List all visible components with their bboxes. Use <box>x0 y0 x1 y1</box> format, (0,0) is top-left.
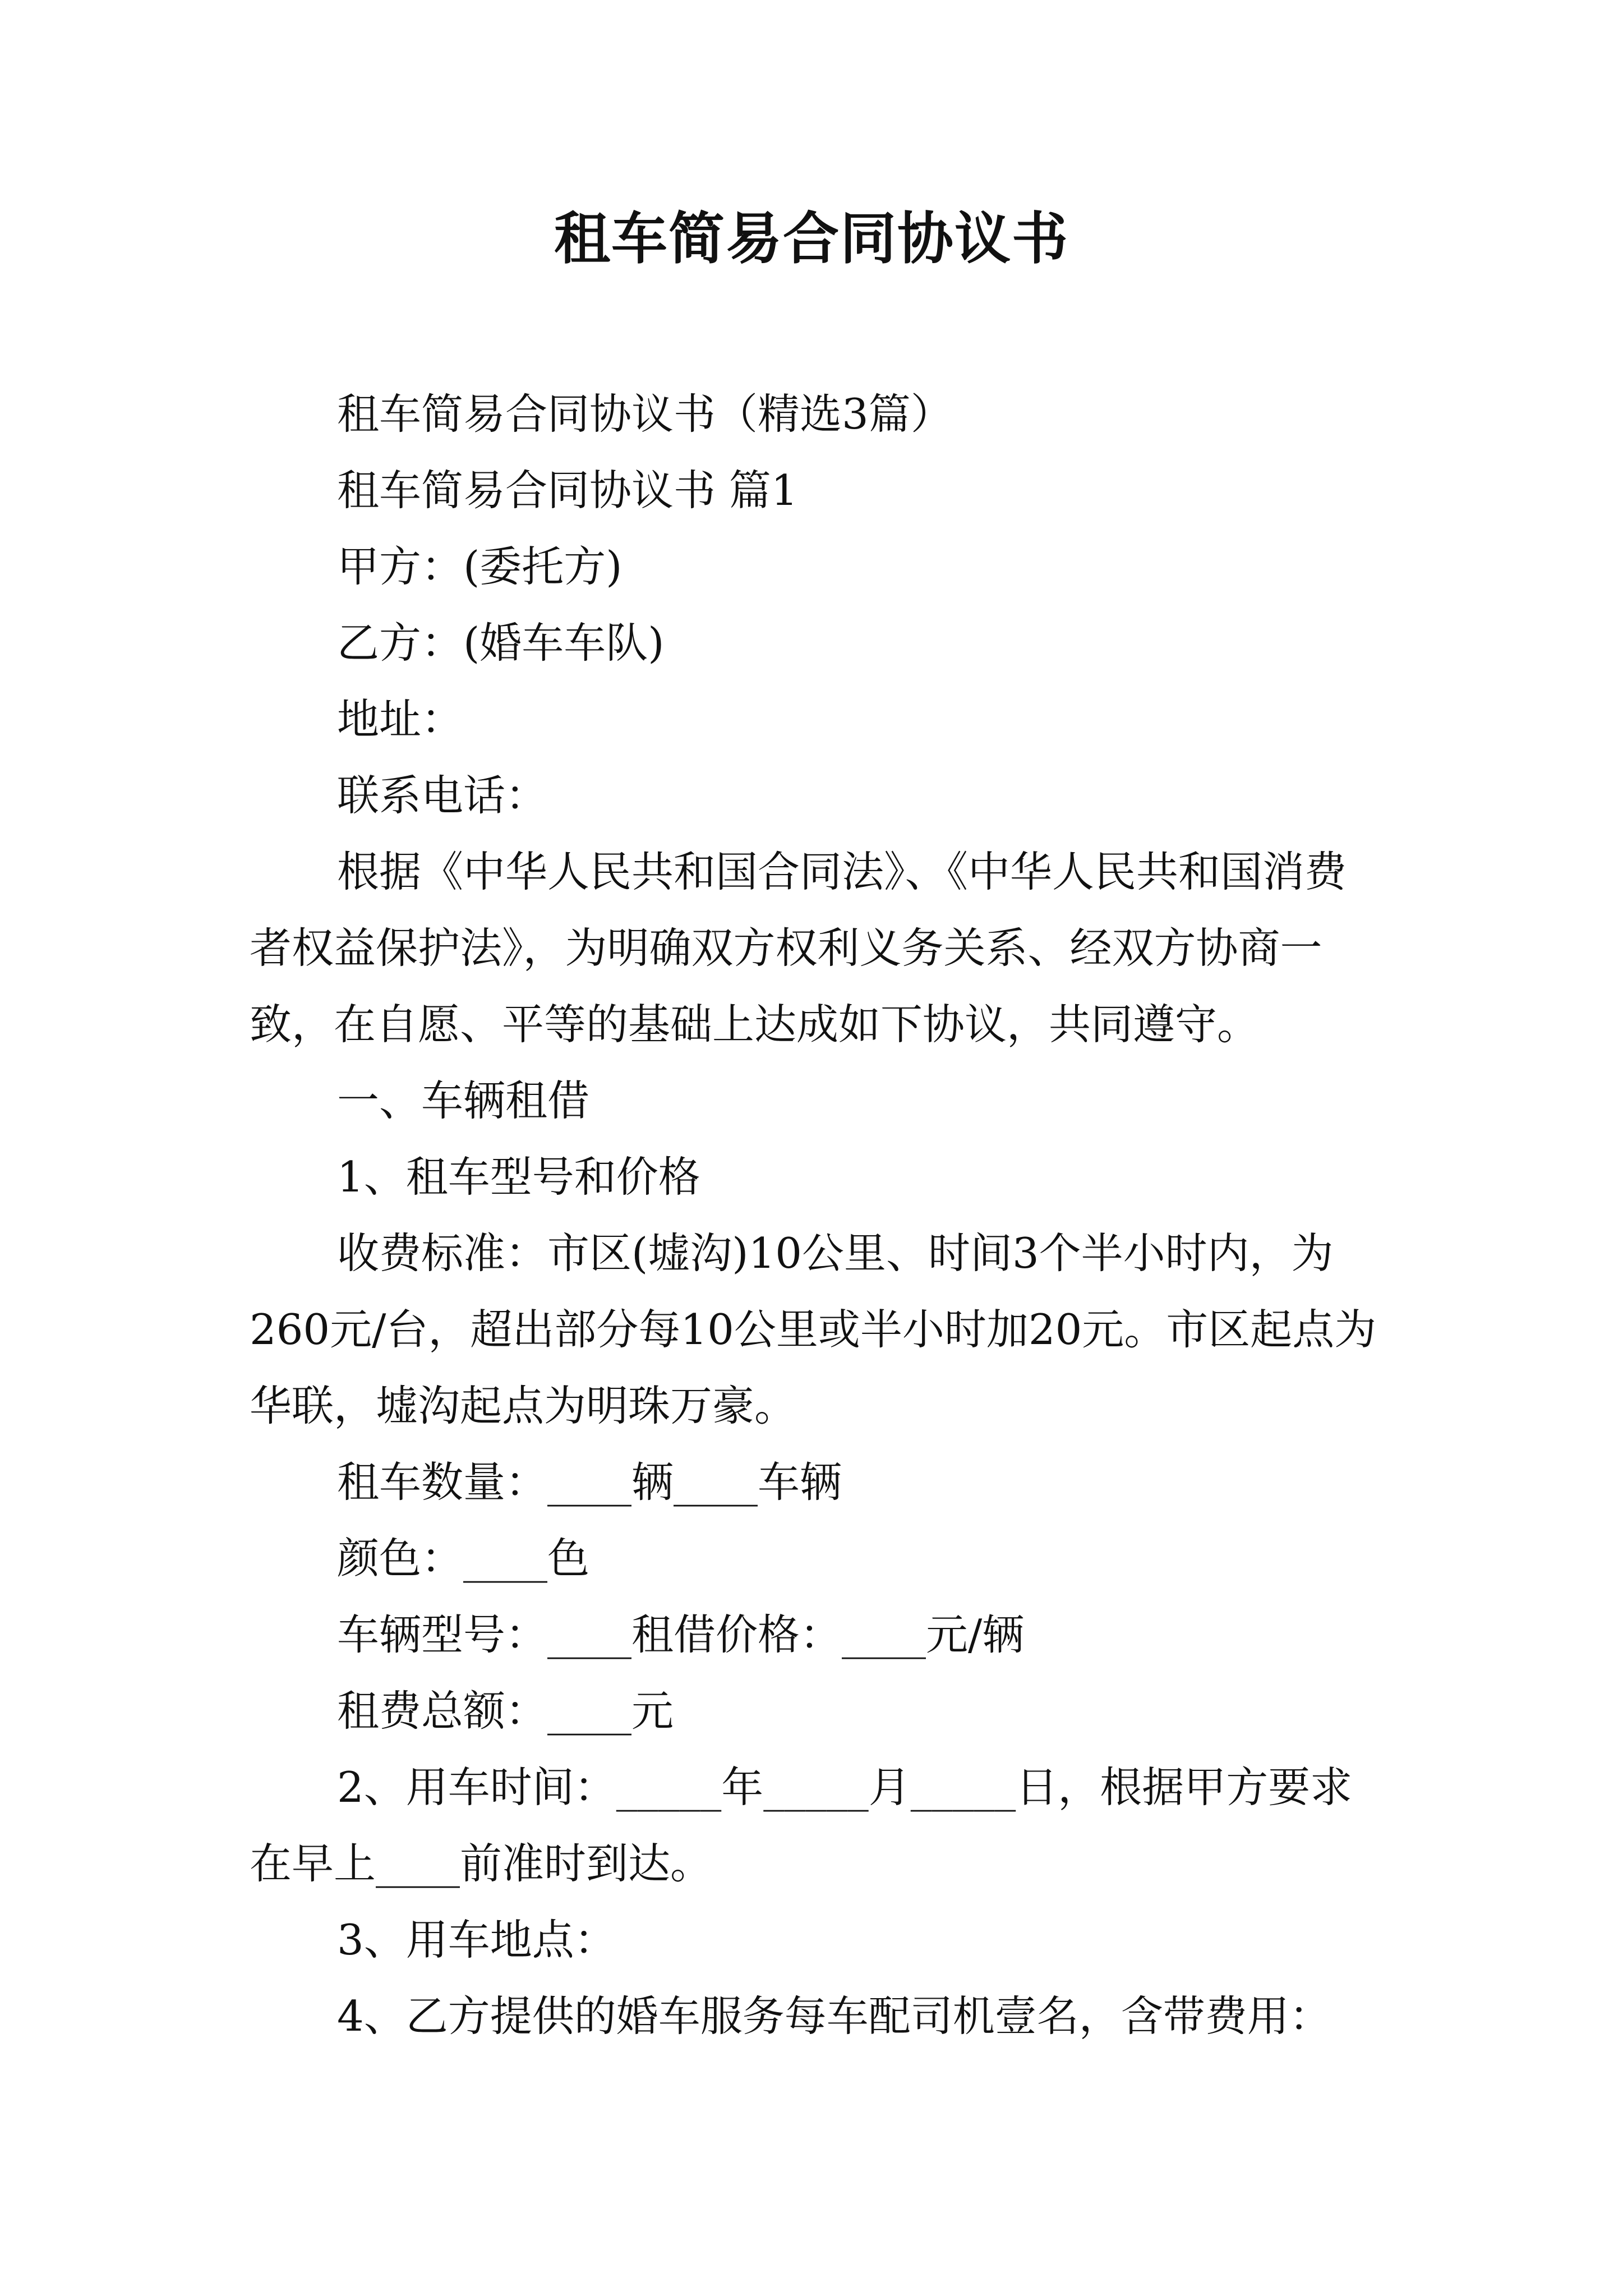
fee-standard-paragraph: 收费标准：市区(墟沟)10公里、时间3个半小时内，为260元/台，超出部分每10公里或半小时加20元。市区起点为华联，墟沟起点为明珠万豪。 <box>250 1228 1377 1430</box>
section-vehicle-rental: 一、车辆租借 <box>337 1076 590 1125</box>
color-line: 颜色：____色 <box>337 1534 590 1583</box>
usage-location-line: 3、用车地点： <box>337 1915 616 1964</box>
party-b-line: 乙方：(婚车车队) <box>337 618 665 668</box>
driver-service-line: 4、乙方提供的婚车服务每车配司机壹名，含带费用： <box>337 1991 1331 2041</box>
document-title: 租车简易合同协议书 <box>554 205 1069 272</box>
party-a-line: 甲方：(委托方) <box>337 542 623 591</box>
preamble-paragraph: 根据《中华人民共和国合同法》、《中华人民共和国消费者权益保护法》，为明确双方权利义务关系、经双方协商一致，在自愿、平等的基础上达成如下协议，共同遵守。 <box>250 847 1347 1049</box>
heading-part-1: 租车简易合同协议书 篇1 <box>337 466 798 515</box>
usage-time-paragraph: 2、用车时间：_____年_____月_____日，根据甲方要求在早上____前准时到达。 <box>250 1763 1353 1888</box>
address-line: 地址： <box>337 694 464 744</box>
document-body <box>250 376 1388 2054</box>
item-model-and-price: 1、租车型号和价格 <box>337 1152 700 1202</box>
model-price-line: 车辆型号：____租借价格：____元/辆 <box>337 1610 1025 1659</box>
rental-quantity-line: 租车数量：____辆____车辆 <box>337 1457 842 1507</box>
phone-line: 联系电话： <box>337 771 548 820</box>
total-fee-line: 租费总额：____元 <box>337 1686 674 1736</box>
heading-selection: 租车简易合同协议书（精选3篇） <box>337 389 953 439</box>
